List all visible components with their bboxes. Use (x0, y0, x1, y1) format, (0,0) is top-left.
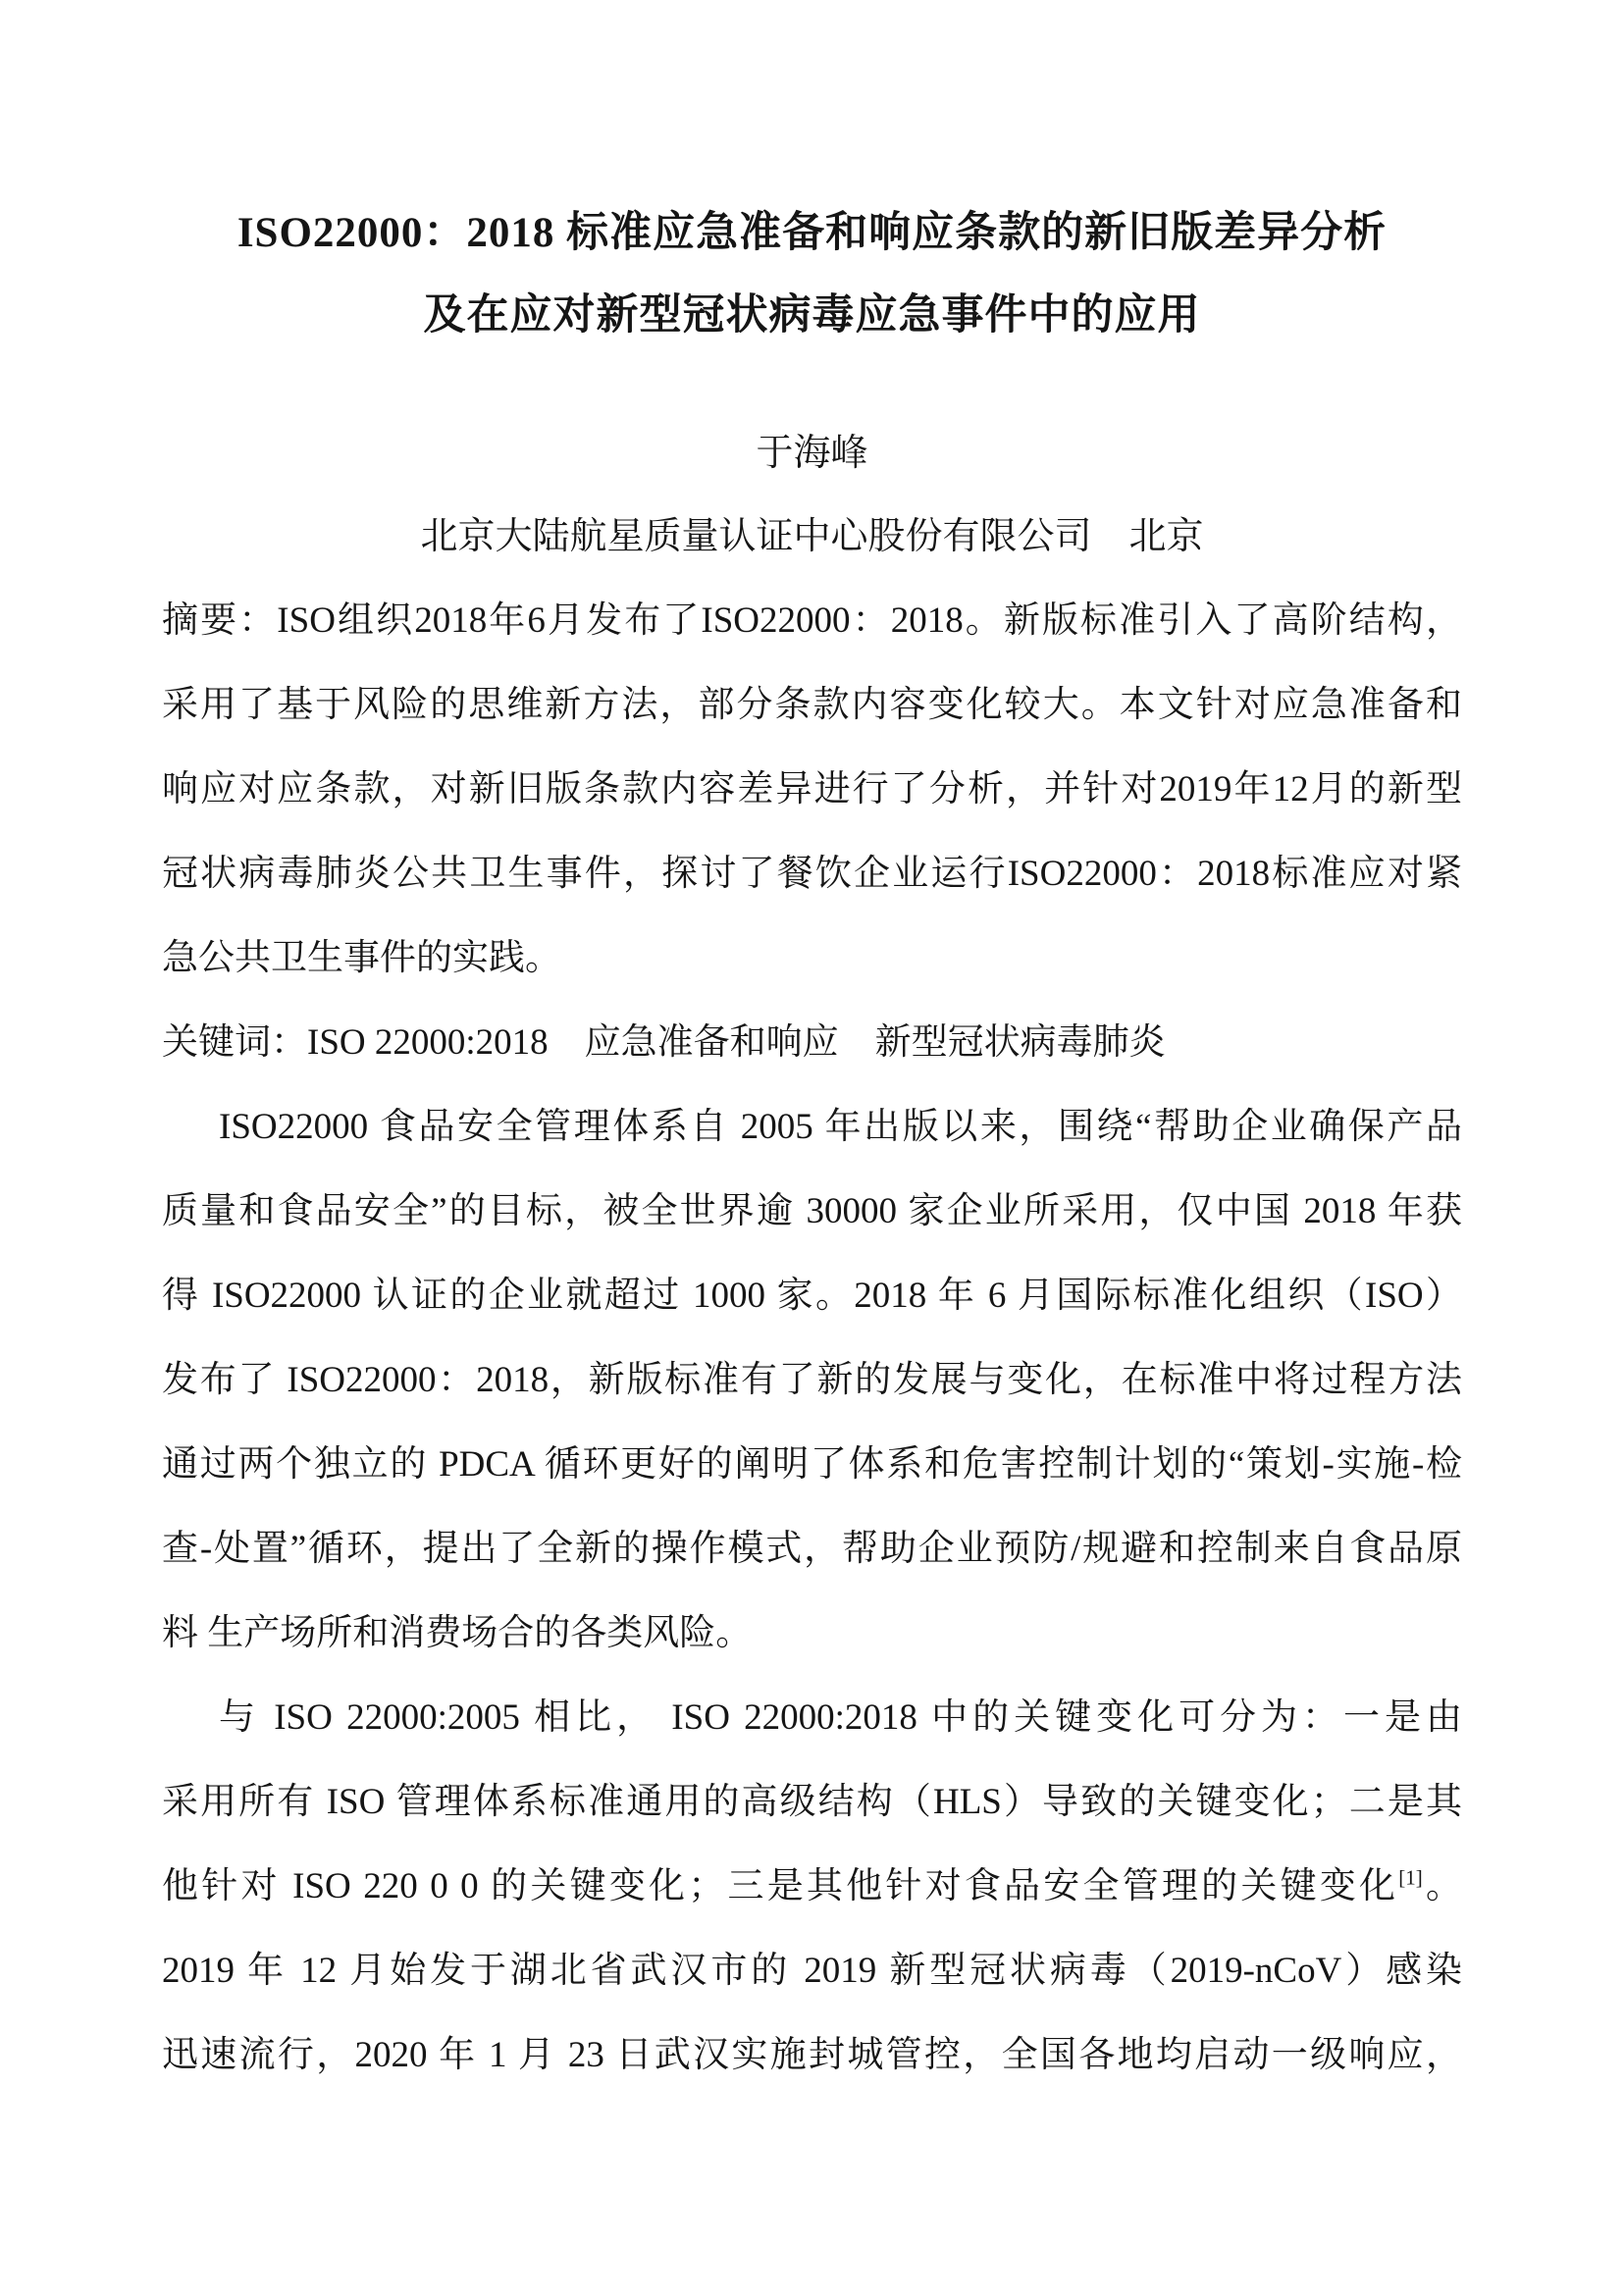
body-line: 通过两个独立的 PDCA 循环更好的阐明了体系和危害控制计划的“策划-实施-检 (162, 1444, 1462, 1485)
body-line: 得 ISO22000 认证的企业就超过 1000 家。2018 年 6 月国际标准化组织（ISO） (162, 1276, 1462, 1316)
abstract-line: 急公共卫生事件的实践。 (162, 938, 561, 978)
abstract-line: 采用了基于风险的思维新方法，部分条款内容变化较大。本文针对应急准备和 (162, 685, 1462, 725)
footnote-reference: [1] (1398, 1865, 1423, 1890)
body-line: 质量和食品安全”的目标，被全世界逾 30000 家企业所采用，仅中国 2018 年获 (162, 1191, 1462, 1231)
body-line: 料 生产场所和消费场合的各类风险。 (162, 1613, 753, 1653)
paper-title (118, 192, 1506, 357)
body-line: ISO22000 食品安全管理体系自 2005 年出版以来，围绕“帮助企业确保产品 (219, 1107, 1462, 1147)
body-line: 与 ISO 22000:2005 相比， ISO 22000:2018 中的关键变化可分为：一是由 (219, 1697, 1462, 1738)
author-name: 于海峰 (756, 433, 868, 474)
body-line: 发布了 ISO22000：2018，新版标准有了新的发展与变化，在标准中将过程方法 (162, 1360, 1462, 1400)
author-affiliation: 北京大陆航星质量认证中心股份有限公司 北京 (420, 516, 1204, 557)
body-line-text: 。 (1422, 1866, 1462, 1906)
article-body (162, 579, 1462, 2098)
body-line: 迅速流行，2020 年 1 月 23 日武汉实施封城管控，全国各地均启动一级响应， (162, 2035, 1462, 2075)
body-line: 查-处置”循环，提出了全新的操作模式，帮助企业预防/规避和控制来自食品原 (162, 1529, 1462, 1569)
abstract-line: 摘要：ISO组织2018年6月发布了ISO22000：2018。新版标准引入了高阶结构， (162, 600, 1462, 641)
paper-title-line-1: ISO22000：2018 标准应急准备和响应条款的新旧版差异分析 (236, 210, 1388, 256)
body-line (162, 1845, 1462, 1929)
keywords-line: 关键词：ISO 22000:2018 应急准备和响应 新型冠状病毒肺炎 (162, 1022, 1166, 1063)
body-line-text: 他针对 ISO 220 0 0 的关键变化；三是其他针对食品安全管理的关键变化 (162, 1866, 1399, 1906)
body-line: 2019 年 12 月始发于湖北省武汉市的 2019 新型冠状病毒（2019-nCoV）感染 (162, 1951, 1462, 1991)
paper-title-line-2: 及在应对新型冠状病毒应急事件中的应用 (423, 292, 1201, 339)
abstract-line: 冠状病毒肺炎公共卫生事件，探讨了餐饮企业运行ISO22000：2018标准应对紧 (162, 854, 1462, 894)
body-line: 采用所有 ISO 管理体系标准通用的高级结构（HLS）导致的关键变化；二是其 (162, 1782, 1462, 1822)
abstract-line: 响应对应条款，对新旧版条款内容差异进行了分析，并针对2019年12月的新型 (162, 769, 1462, 809)
